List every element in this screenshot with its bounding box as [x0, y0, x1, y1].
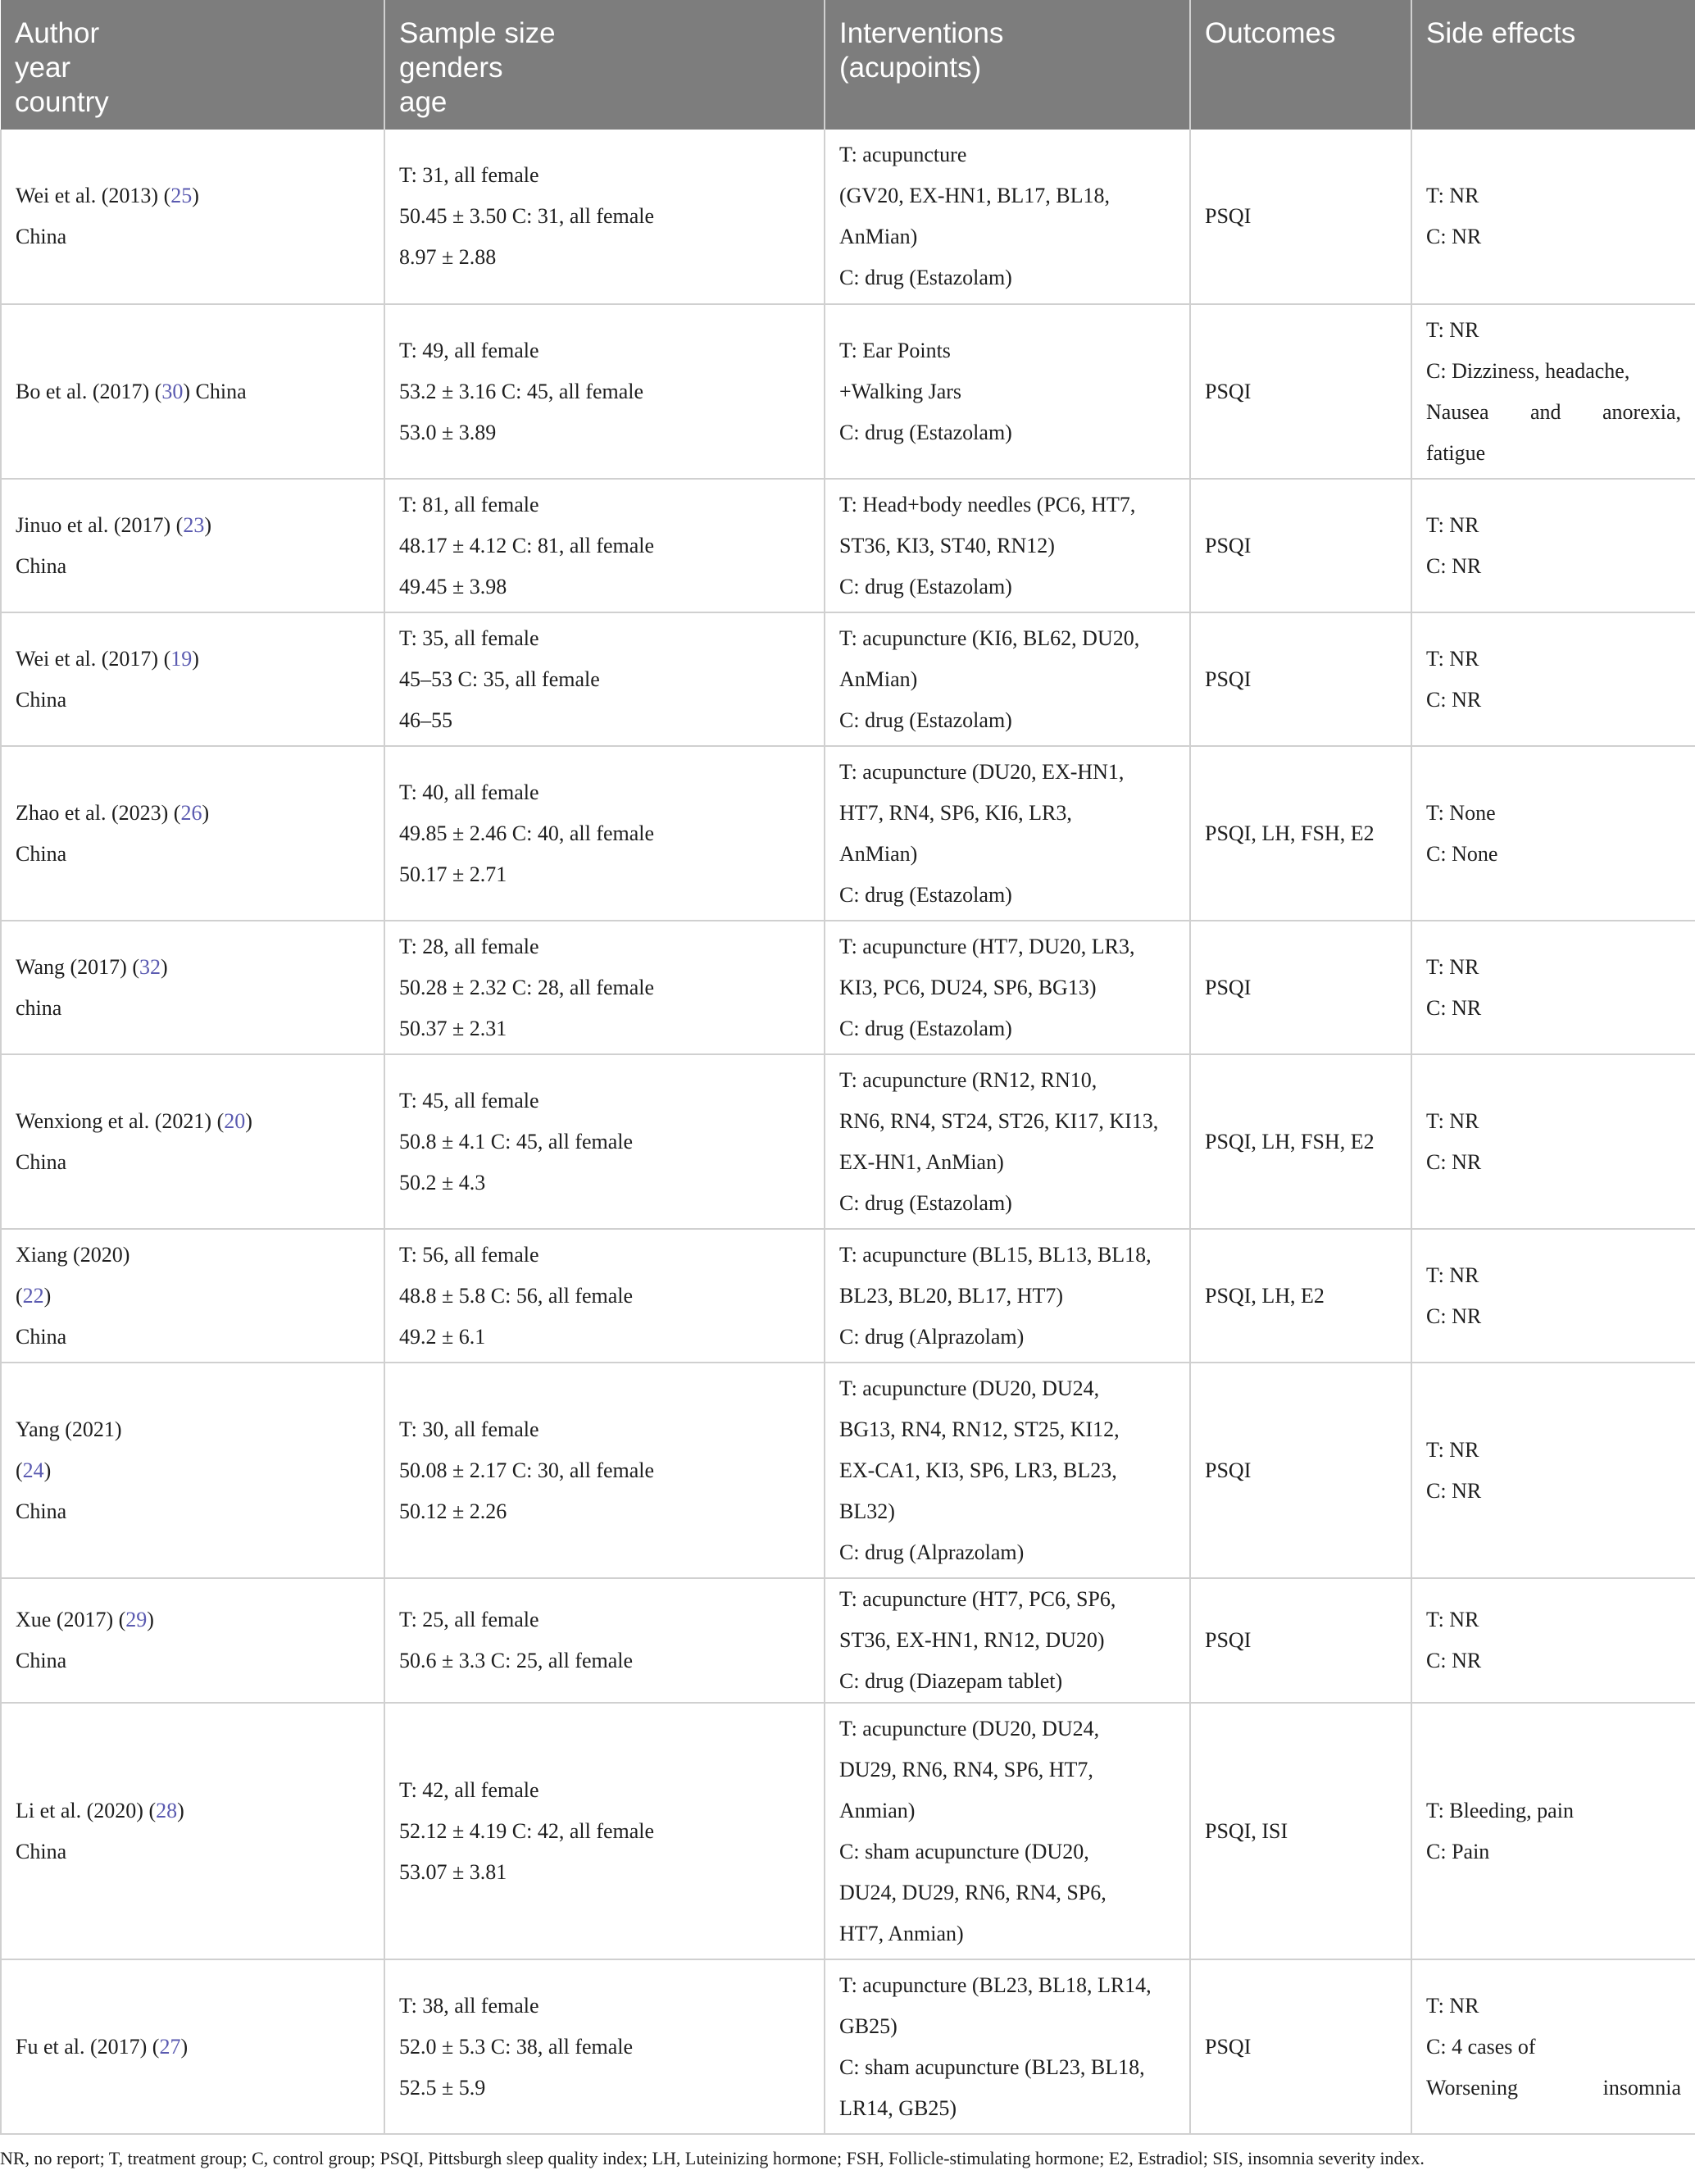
author-text: ( — [16, 1458, 23, 1482]
reference-link[interactable]: 22 — [22, 1283, 44, 1308]
side-effects-line: T: NR — [1426, 1263, 1479, 1287]
table-row — [1, 1959, 1695, 2134]
outcomes-cell — [1190, 612, 1411, 746]
sample-line: 49.85 ± 2.46 C: 40, all female — [399, 821, 655, 845]
interventions-cell — [825, 1054, 1190, 1229]
interventions-line: +Walking Jars — [839, 379, 962, 403]
author-text: Wei et al. (2017) ( — [16, 646, 171, 671]
interventions-line: AnMian) — [839, 667, 918, 691]
author-line — [16, 1409, 370, 1450]
author-line — [16, 1276, 370, 1317]
outcomes-line: PSQI — [1205, 379, 1252, 403]
table-row — [1, 479, 1695, 612]
interventions-line: T: acupuncture (KI6, BL62, DU20, — [839, 626, 1140, 650]
author-text: ) — [204, 512, 212, 537]
side-effects-line: C: NR — [1426, 1149, 1482, 1174]
sample-line: 53.07 ± 3.81 — [399, 1859, 507, 1884]
reference-link[interactable]: 28 — [156, 1798, 178, 1822]
side-effects-line: fatigue — [1426, 440, 1486, 465]
outcomes-cell — [1190, 921, 1411, 1054]
author-line — [16, 1491, 370, 1532]
interventions-line: C: drug (Estazolam) — [839, 1016, 1012, 1040]
author-cell — [1, 1054, 384, 1229]
sample-line: T: 31, all female — [399, 163, 539, 187]
sample-cell — [384, 1703, 825, 1959]
interventions-line: T: Head+body needles (PC6, HT7, — [839, 492, 1136, 516]
sample-line: T: 30, all female — [399, 1417, 539, 1441]
interventions-cell — [825, 1703, 1190, 1959]
outcomes-line: PSQI, LH, E2 — [1205, 1283, 1325, 1308]
outcomes-line: PSQI — [1205, 1458, 1252, 1482]
interventions-line: AnMian) — [839, 225, 918, 248]
side-effects-line: C: NR — [1426, 225, 1482, 248]
author-text: ) — [180, 2034, 189, 2059]
author-text: China — [16, 687, 67, 712]
author-cell — [1, 921, 384, 1054]
table-row — [1, 1578, 1695, 1703]
author-text: china — [16, 995, 62, 1020]
author-line — [16, 371, 370, 412]
side-effects-cell — [1411, 304, 1695, 479]
author-line — [16, 1142, 370, 1183]
interventions-cell — [825, 130, 1190, 304]
sample-line: 50.08 ± 2.17 C: 30, all female — [399, 1458, 655, 1482]
author-cell — [1, 130, 384, 304]
sample-cell — [384, 479, 825, 612]
interventions-line: AnMian) — [839, 841, 918, 866]
interventions-line: EX-HN1, AnMian) — [839, 1149, 1004, 1174]
author-text: ) China — [183, 379, 247, 403]
outcomes-cell — [1190, 1578, 1411, 1703]
author-text: Jinuo et al. (2017) ( — [16, 512, 184, 537]
table-row — [1, 130, 1695, 304]
interventions-line: T: acupuncture (BL15, BL13, BL18, — [839, 1242, 1152, 1267]
side-effects-line: C: Dizziness, headache, — [1426, 358, 1630, 383]
interventions-line: T: acupuncture (DU20, DU24, — [839, 1716, 1100, 1740]
sample-cell — [384, 1959, 825, 2134]
interventions-line: T: acupuncture — [839, 143, 967, 166]
side-effects-cell — [1411, 921, 1695, 1054]
reference-link[interactable]: 20 — [224, 1108, 246, 1133]
side-effects-line: Nausea and anorexia, — [1426, 399, 1681, 424]
interventions-line: T: Ear Points — [839, 338, 951, 362]
outcomes-cell — [1190, 479, 1411, 612]
interventions-line: BL32) — [839, 1499, 895, 1523]
header-interventions — [825, 0, 1190, 130]
author-text: ) — [192, 646, 199, 671]
author-text: ) — [147, 1608, 154, 1631]
sample-line: 50.6 ± 3.3 C: 25, all female — [399, 1649, 634, 1672]
interventions-cell — [825, 304, 1190, 479]
author-text: ) — [43, 1283, 52, 1308]
interventions-line: BL23, BL20, BL17, HT7) — [839, 1283, 1063, 1308]
side-effects-line: T: NR — [1426, 954, 1479, 979]
reference-link[interactable]: 23 — [183, 512, 205, 537]
author-line — [16, 1450, 370, 1491]
outcomes-cell — [1190, 1703, 1411, 1959]
table-row — [1, 1363, 1695, 1578]
interventions-line: C: drug (Estazolam) — [839, 574, 1012, 598]
author-text: Xiang (2020) — [16, 1242, 130, 1267]
sample-line: 46–55 — [399, 708, 452, 732]
table-footnote: NR, no report; T, treatment group; C, control group; PSQI, Pittsburgh sleep quality index; LH, Luteinizing hormone; FSH, Follicle-stimulating hormone; E2, Estradiol; SIS, insomnia severity index. — [0, 2148, 1425, 2168]
sample-line: T: 35, all female — [399, 626, 539, 650]
author-text: Li et al. (2020) ( — [16, 1798, 157, 1822]
side-effects-line: T: NR — [1426, 184, 1479, 207]
header-line: age — [399, 86, 448, 118]
side-effects-line: C: NR — [1426, 687, 1482, 712]
header-line: Author — [15, 17, 100, 49]
table-row — [1, 1703, 1695, 1959]
sample-line: 50.28 ± 2.32 C: 28, all female — [399, 975, 655, 999]
side-effects-line: C: None — [1426, 841, 1498, 866]
author-text: ) — [177, 1798, 184, 1822]
side-effects-cell — [1411, 746, 1695, 921]
side-effects-cell — [1411, 1578, 1695, 1703]
author-line — [16, 834, 370, 875]
interventions-line: HT7, RN4, SP6, KI6, LR3, — [839, 800, 1072, 825]
outcomes-cell — [1190, 746, 1411, 921]
reference-link[interactable]: 29 — [125, 1608, 148, 1631]
interventions-line: C: drug (Estazolam) — [839, 266, 1012, 289]
outcomes-cell — [1190, 1959, 1411, 2134]
side-effects-line: T: NR — [1426, 1993, 1479, 2018]
author-text: China — [16, 1839, 67, 1863]
author-text: ) — [43, 1458, 52, 1482]
author-cell — [1, 1229, 384, 1363]
author-line — [16, 1317, 370, 1358]
outcomes-cell — [1190, 1229, 1411, 1363]
sample-line: 50.45 ± 3.50 C: 31, all female — [399, 204, 655, 228]
author-line — [16, 1599, 370, 1640]
author-line — [16, 947, 370, 988]
interventions-line: C: drug (Estazolam) — [839, 420, 1012, 444]
interventions-line: C: drug (Alprazolam) — [839, 1540, 1025, 1564]
interventions-cell — [825, 479, 1190, 612]
author-line — [16, 793, 370, 834]
sample-line: 50.17 ± 2.71 — [399, 862, 507, 886]
author-line — [16, 1101, 370, 1142]
interventions-line: T: acupuncture (HT7, PC6, SP6, — [839, 1587, 1116, 1611]
sample-line: T: 40, all female — [399, 780, 539, 804]
reference-link[interactable]: 32 — [139, 954, 161, 979]
header-line: year — [15, 52, 71, 84]
interventions-line: C: drug (Estazolam) — [839, 1190, 1012, 1215]
sample-line: 53.0 ± 3.89 — [399, 420, 497, 444]
side-effects-cell — [1411, 1054, 1695, 1229]
interventions-line: T: acupuncture (RN12, RN10, — [839, 1067, 1097, 1092]
sample-line: 8.97 ± 2.88 — [399, 245, 497, 269]
table-row — [1, 746, 1695, 921]
reference-link[interactable]: 19 — [170, 646, 193, 671]
sample-line: 49.2 ± 6.1 — [399, 1324, 486, 1349]
sample-cell — [384, 1054, 825, 1229]
author-text: China — [16, 1649, 67, 1672]
side-effects-line: C: NR — [1426, 1649, 1482, 1672]
author-text: China — [16, 1499, 67, 1523]
table-row — [1, 1054, 1695, 1229]
table-row — [1, 612, 1695, 746]
author-text: ) — [160, 954, 168, 979]
interventions-line: C: drug (Diazepam tablet) — [839, 1669, 1063, 1693]
author-line — [16, 546, 370, 587]
side-effects-line: T: NR — [1426, 512, 1479, 537]
author-line — [16, 988, 370, 1029]
interventions-cell — [825, 921, 1190, 1054]
author-line — [16, 1235, 370, 1276]
side-effects-cell — [1411, 612, 1695, 746]
side-effects-line: T: NR — [1426, 646, 1479, 671]
side-effects-line: T: NR — [1426, 317, 1479, 342]
interventions-line: C: drug (Estazolam) — [839, 882, 1012, 907]
interventions-line: T: acupuncture (DU20, EX-HN1, — [839, 759, 1125, 784]
header-line: (acupoints) — [839, 52, 982, 84]
side-effects-cell — [1411, 1703, 1695, 1959]
sample-line: 50.37 ± 2.31 — [399, 1016, 507, 1040]
sample-line: 48.8 ± 5.8 C: 56, all female — [399, 1283, 634, 1308]
author-line — [16, 1640, 370, 1681]
side-effects-line: T: NR — [1426, 1437, 1479, 1462]
sample-cell — [384, 1578, 825, 1703]
header-row — [1, 0, 1695, 130]
interventions-line: (GV20, EX-HN1, BL17, BL18, — [839, 184, 1111, 207]
interventions-line: C: sham acupuncture (BL23, BL18, — [839, 2054, 1145, 2079]
sample-line: T: 38, all female — [399, 1993, 539, 2018]
author-text: ) — [245, 1108, 252, 1133]
interventions-line: GB25) — [839, 2013, 897, 2038]
interventions-cell — [825, 612, 1190, 746]
author-text: Yang (2021) — [16, 1417, 122, 1441]
sample-line: 50.8 ± 4.1 C: 45, all female — [399, 1129, 634, 1153]
author-text: Bo et al. (2017) ( — [16, 379, 162, 403]
interventions-cell — [825, 1229, 1190, 1363]
outcomes-line: PSQI, ISI — [1205, 1818, 1288, 1843]
interventions-line: T: acupuncture (HT7, DU20, LR3, — [839, 934, 1135, 958]
author-text: China — [16, 1324, 67, 1349]
table-body — [1, 130, 1695, 2134]
sample-line: T: 28, all female — [399, 934, 539, 958]
author-cell — [1, 1703, 384, 1959]
header-line: Side effects — [1426, 17, 1576, 49]
author-line — [16, 1831, 370, 1872]
author-text: Xue (2017) ( — [16, 1608, 126, 1631]
outcomes-line: PSQI, LH, FSH, E2 — [1205, 821, 1375, 845]
interventions-line: ST36, EX-HN1, RN12, DU20) — [839, 1628, 1105, 1652]
author-line — [16, 216, 370, 257]
author-cell — [1, 304, 384, 479]
author-text: ) — [192, 184, 199, 207]
outcomes-line: PSQI — [1205, 975, 1252, 999]
reference-link[interactable]: 24 — [22, 1458, 44, 1482]
interventions-line: RN6, RN4, ST24, ST26, KI17, KI13, — [839, 1108, 1159, 1133]
outcomes-line: PSQI, LH, FSH, E2 — [1205, 1129, 1375, 1153]
sample-line: 50.12 ± 2.26 — [399, 1499, 507, 1523]
side-effects-line: C: NR — [1426, 553, 1482, 578]
header-line: Interventions — [839, 17, 1004, 49]
author-line — [16, 1790, 370, 1831]
interventions-line: C: sham acupuncture (DU20, — [839, 1839, 1089, 1863]
author-line — [16, 505, 370, 546]
sample-line: T: 81, all female — [399, 492, 539, 516]
header-line: country — [15, 86, 109, 118]
side-effects-line: C: NR — [1426, 1304, 1482, 1328]
outcomes-line: PSQI — [1205, 533, 1252, 557]
interventions-line: T: acupuncture (DU20, DU24, — [839, 1376, 1100, 1400]
interventions-cell — [825, 746, 1190, 921]
side-effects-line: T: Bleeding, pain — [1426, 1798, 1574, 1822]
header-line: genders — [399, 52, 503, 84]
sample-line: T: 56, all female — [399, 1242, 539, 1267]
sample-line: T: 49, all female — [399, 338, 539, 362]
outcomes-line: PSQI — [1205, 204, 1252, 228]
outcomes-cell — [1190, 1363, 1411, 1578]
interventions-line: ST36, KI3, ST40, RN12) — [839, 533, 1055, 557]
outcomes-line: PSQI — [1205, 667, 1252, 691]
sample-line: 52.12 ± 4.19 C: 42, all female — [399, 1818, 655, 1843]
interventions-line: EX-CA1, KI3, SP6, LR3, BL23, — [839, 1458, 1117, 1482]
outcomes-line: PSQI — [1205, 2034, 1252, 2059]
author-text: China — [16, 841, 67, 866]
table-row — [1, 304, 1695, 479]
author-text: Wei et al. (2013) ( — [16, 184, 171, 207]
sample-line: T: 45, all female — [399, 1088, 539, 1112]
reference-link[interactable]: 26 — [180, 800, 202, 825]
sample-line: 52.0 ± 5.3 C: 38, all female — [399, 2034, 634, 2059]
author-text: China — [16, 1149, 67, 1174]
sample-cell — [384, 1229, 825, 1363]
interventions-cell — [825, 1959, 1190, 2134]
interventions-line: T: acupuncture (BL23, BL18, LR14, — [839, 1972, 1152, 1997]
sample-line: 49.45 ± 3.98 — [399, 574, 507, 598]
table-row — [1, 1229, 1695, 1363]
header-outcomes — [1190, 0, 1411, 130]
side-effects-cell — [1411, 1229, 1695, 1363]
interventions-line: DU24, DU29, RN6, RN4, SP6, — [839, 1880, 1107, 1904]
reference-link[interactable]: 25 — [170, 184, 193, 207]
reference-link[interactable]: 30 — [161, 379, 184, 403]
author-text: Fu et al. (2017) ( — [16, 2034, 160, 2059]
side-effects-cell — [1411, 1959, 1695, 2134]
interventions-line: LR14, GB25) — [839, 2095, 957, 2120]
header-line: Outcomes — [1205, 17, 1336, 49]
header-author — [1, 0, 384, 130]
interventions-line: KI3, PC6, DU24, SP6, BG13) — [839, 975, 1097, 999]
sample-cell — [384, 1363, 825, 1578]
author-text: ) — [202, 800, 210, 825]
interventions-line: Anmian) — [839, 1798, 916, 1822]
sample-line: 52.5 ± 5.9 — [399, 2075, 486, 2100]
interventions-cell — [825, 1363, 1190, 1578]
author-line — [16, 639, 370, 680]
sample-cell — [384, 130, 825, 304]
header-sample — [384, 0, 825, 130]
sample-cell — [384, 921, 825, 1054]
author-text: ( — [16, 1283, 23, 1308]
author-text: China — [16, 553, 67, 578]
outcomes-cell — [1190, 304, 1411, 479]
sample-line: T: 42, all female — [399, 1777, 539, 1802]
side-effects-line: Worsening insomnia — [1426, 2075, 1681, 2100]
interventions-line: BG13, RN4, RN12, ST25, KI12, — [839, 1417, 1120, 1441]
interventions-line: C: drug (Alprazolam) — [839, 1324, 1025, 1349]
author-cell — [1, 1959, 384, 2134]
header-side-effects — [1411, 0, 1695, 130]
outcomes-line: PSQI — [1205, 1628, 1252, 1652]
side-effects-line: T: NR — [1426, 1608, 1479, 1631]
side-effects-line: C: 4 cases of — [1426, 2034, 1536, 2059]
author-line — [16, 680, 370, 721]
sample-line: 50.2 ± 4.3 — [399, 1170, 486, 1194]
outcomes-cell — [1190, 1054, 1411, 1229]
author-cell — [1, 1363, 384, 1578]
sample-cell — [384, 746, 825, 921]
table-row — [1, 921, 1695, 1054]
author-text: China — [16, 225, 67, 248]
sample-line: 53.2 ± 3.16 C: 45, all female — [399, 379, 644, 403]
interventions-line: DU29, RN6, RN4, SP6, HT7, — [839, 1757, 1093, 1781]
author-cell — [1, 746, 384, 921]
reference-link[interactable]: 27 — [159, 2034, 181, 2059]
interventions-line: HT7, Anmian) — [839, 1921, 964, 1945]
sample-cell — [384, 304, 825, 479]
author-text: Wenxiong et al. (2021) ( — [16, 1108, 225, 1133]
interventions-line: C: drug (Estazolam) — [839, 708, 1012, 732]
side-effects-line: C: NR — [1426, 1478, 1482, 1503]
sample-line: T: 25, all female — [399, 1608, 539, 1631]
author-cell — [1, 1578, 384, 1703]
side-effects-cell — [1411, 1363, 1695, 1578]
side-effects-line: C: NR — [1426, 995, 1482, 1020]
author-line — [16, 175, 370, 216]
side-effects-cell — [1411, 479, 1695, 612]
outcomes-cell — [1190, 130, 1411, 304]
author-text: Wang (2017) ( — [16, 954, 139, 979]
author-cell — [1, 612, 384, 746]
side-effects-cell — [1411, 130, 1695, 304]
side-effects-line: T: NR — [1426, 1108, 1479, 1133]
header-line: Sample size — [399, 17, 556, 49]
side-effects-line: T: None — [1426, 800, 1496, 825]
sample-cell — [384, 612, 825, 746]
interventions-cell — [825, 1578, 1190, 1703]
sample-line: 45–53 C: 35, all female — [399, 667, 600, 691]
author-text: Zhao et al. (2023) ( — [16, 800, 181, 825]
author-line — [16, 2027, 370, 2068]
author-cell — [1, 479, 384, 612]
side-effects-line: C: Pain — [1426, 1839, 1490, 1863]
sample-line: 48.17 ± 4.12 C: 81, all female — [399, 533, 655, 557]
